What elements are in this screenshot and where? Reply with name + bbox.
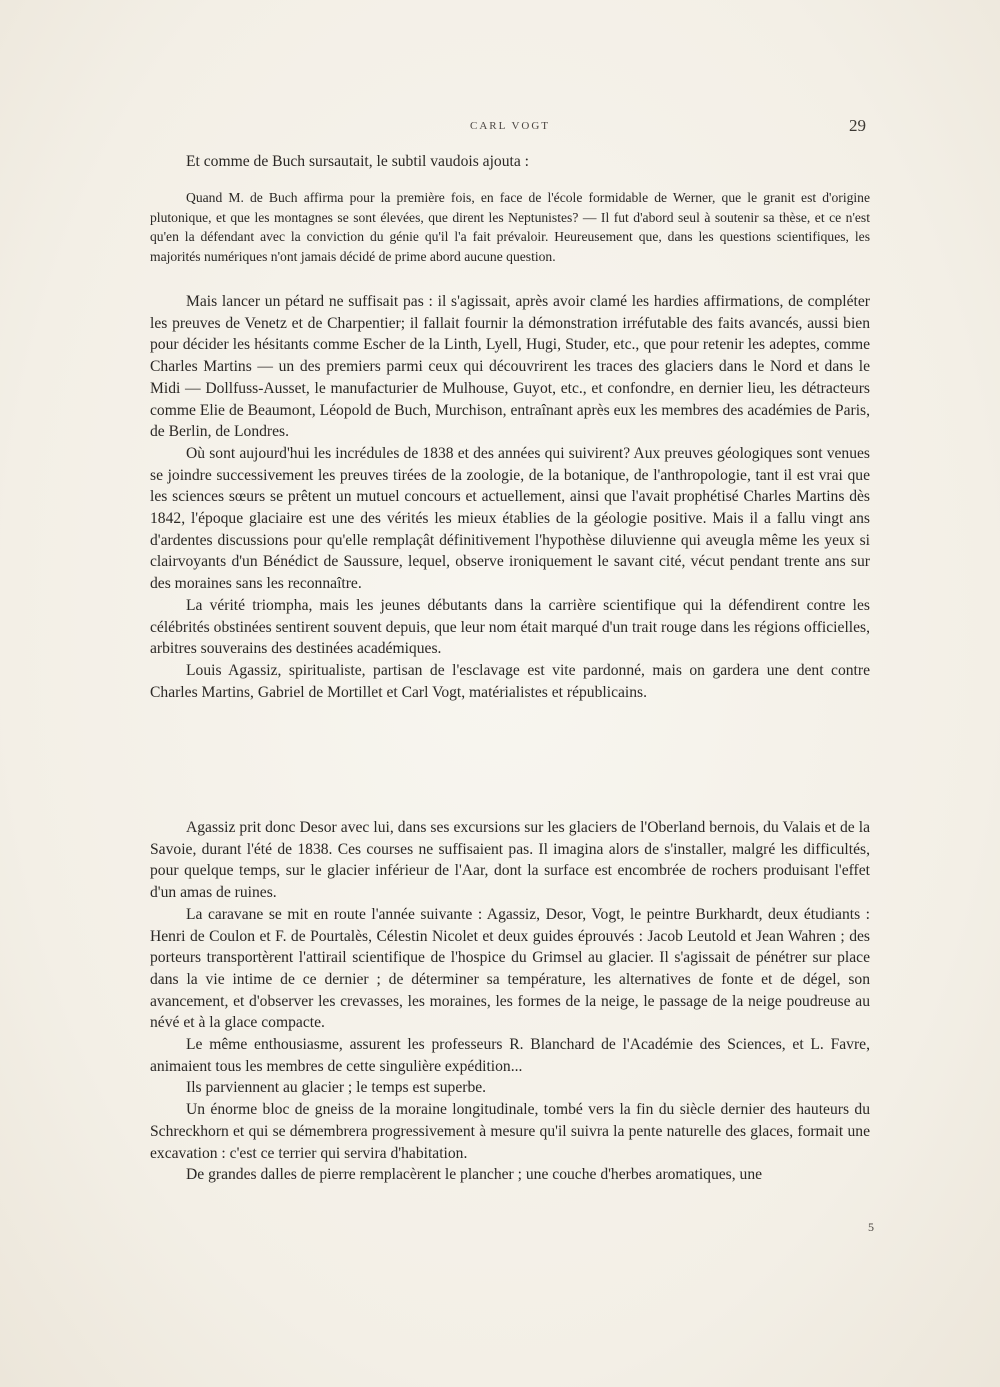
paragraph: De grandes dalles de pierre remplacèrent le plancher ; une couche d'herbes aromatiques, une — [186, 1166, 763, 1184]
paragraph: La vérité triompha, mais les jeunes débutants dans la carrière scientifique qui la défendirent contre les célébrités obstinées sentirent souvent depuis, que leur nom était marqué d'un trait rouge dans les régions officielles, arbitres souverains des destinées académiques. — [150, 596, 870, 658]
paragraph: Un énorme bloc de gneiss de la moraine longitudinale, tombé vers la fin du siècle dernier des hauteurs du Schreckhorn et qui se démembrera progressivement à mesure qu'il suivra la pente naturelle des glaces, formait une excavation : c'est ce terrier qui servira d'habitation. — [150, 1101, 870, 1162]
quote-paragraph: Quand M. de Buch affirma pour la première fois, en face de l'école formidable de Werner, que le granit est d'origine plutonique, et que les montagnes se sont élevées, que dirent les Neptunistes? — Il fut d'abord seul à soutenir sa thèse, et ce n'est qu'en la défendant avec la conviction du génie qu'il l'a fait prévaloir. Heureusement que, dans les questions scientifiques, les majorités numériques n'ont jamais décidé de prime abord aucune question. — [150, 190, 870, 264]
intro-paragraph: Et comme de Buch sursautait, le subtil vaudois ajouta : — [186, 153, 529, 170]
paragraph: Mais lancer un pétard ne suffisait pas : il s'agissait, après avoir clamé les hardies affirmations, de compléter les preuves de Venetz et de Charpentier; il fallait fournir la démonstration irréfutable des faits avancés, aussi bien pour décider les hésitants comme Escher de la Linth, Lyell, Hugi, Studer, etc., que pour retenir les adeptes, comme Charles Martins — un des premiers parmi ceux qui découvrirent les traces des glaciers dans le Nord et dans le Midi — Dollfuss-Ausset, le manufacturier de Mulhouse, Guyot, etc., et confondre, en dernier lieu, les détracteurs comme Elie de Beaumont, Léopold de Buch, Murchison, entraînant après eux les membres des académies de Paris, de Berlin, de Londres. — [150, 293, 870, 441]
paragraph: Louis Agassiz, spiritualiste, partisan de l'esclavage est vite pardonné, mais on gardera une dent contre Charles Martins, Gabriel de Mortillet et Carl Vogt, matérialistes et républicains. — [150, 661, 870, 701]
page-number: 29 — [849, 116, 866, 135]
section-1 — [150, 291, 870, 703]
paragraph: Le même enthousiasme, assurent les professeurs R. Blanchard de l'Académie des Sciences, et L. Favre, animaient tous les membres de cette singulière expédition... — [150, 1036, 870, 1075]
signature-mark: 5 — [868, 1220, 874, 1234]
running-title: CARL VOGT — [469, 120, 551, 132]
paragraph: Agassiz prit donc Desor avec lui, dans ses excursions sur les glaciers de l'Oberland bernois, du Valais et de la Savoie, durant l'été de 1838. Ces courses ne suffisaient pas. Il imagina alors de s'installer, malgré les difficultés, pour quelque temps, sur le glacier inférieur de l'Aar, dont la surface est encombrée de rochers produisant l'effet d'un amas de ruines. — [150, 819, 870, 902]
running-head — [150, 118, 870, 138]
intro-block — [150, 151, 870, 173]
paragraph: Où sont aujourd'hui les incrédules de 1838 et des années qui suivirent? Aux preuves géologiques sont venues se joindre successivement les preuves tirées de la zoologie, de la botanique, de l'anthropologie, tant il est vrai que les sciences sœurs se prêtent un mutuel concours et actuellement, ainsi que l'avait prophétisé Charles Martins dès 1842, l'époque glaciaire est une des vérités les mieux établies de la géologie positive. Mais il a fallu vingt ans d'ardentes discussions pour qu'elle remplaçât définitivement l'hypothèse diluvienne qui aveugla même les yeux si clairvoyants d'un Bénédict de Saussure, lequel, observe ironiquement le savant cité, vécut pendant trente ans sur des moraines sans les reconnaître. — [150, 444, 870, 593]
paragraph: La caravane se mit en route l'année suivante : Agassiz, Desor, Vogt, le peintre Burkhardt, deux étudiants : Henri de Coulon et F. de Pourtalès, Célestin Nicolet et deux guides éprouvés : Jacob Leutold et Jean Wahren ; des porteurs transportèrent l'attirail scientifique de l'hospice du Grimsel au glacier. Il s'agissait de pénétrer sur place dans la vie intime de ce dernier ; de déterminer sa température, les alternatives de fonte et de dégel, son avancement, et d'observer les crevasses, les moraines, les formes de la neige, le passage de la neige poudreuse au névé et à la glace compacte. — [150, 905, 870, 1032]
paragraph: Ils parviennent au glacier ; le temps est superbe. — [186, 1079, 487, 1097]
section-2 — [150, 817, 870, 1186]
quote-block — [150, 188, 870, 266]
